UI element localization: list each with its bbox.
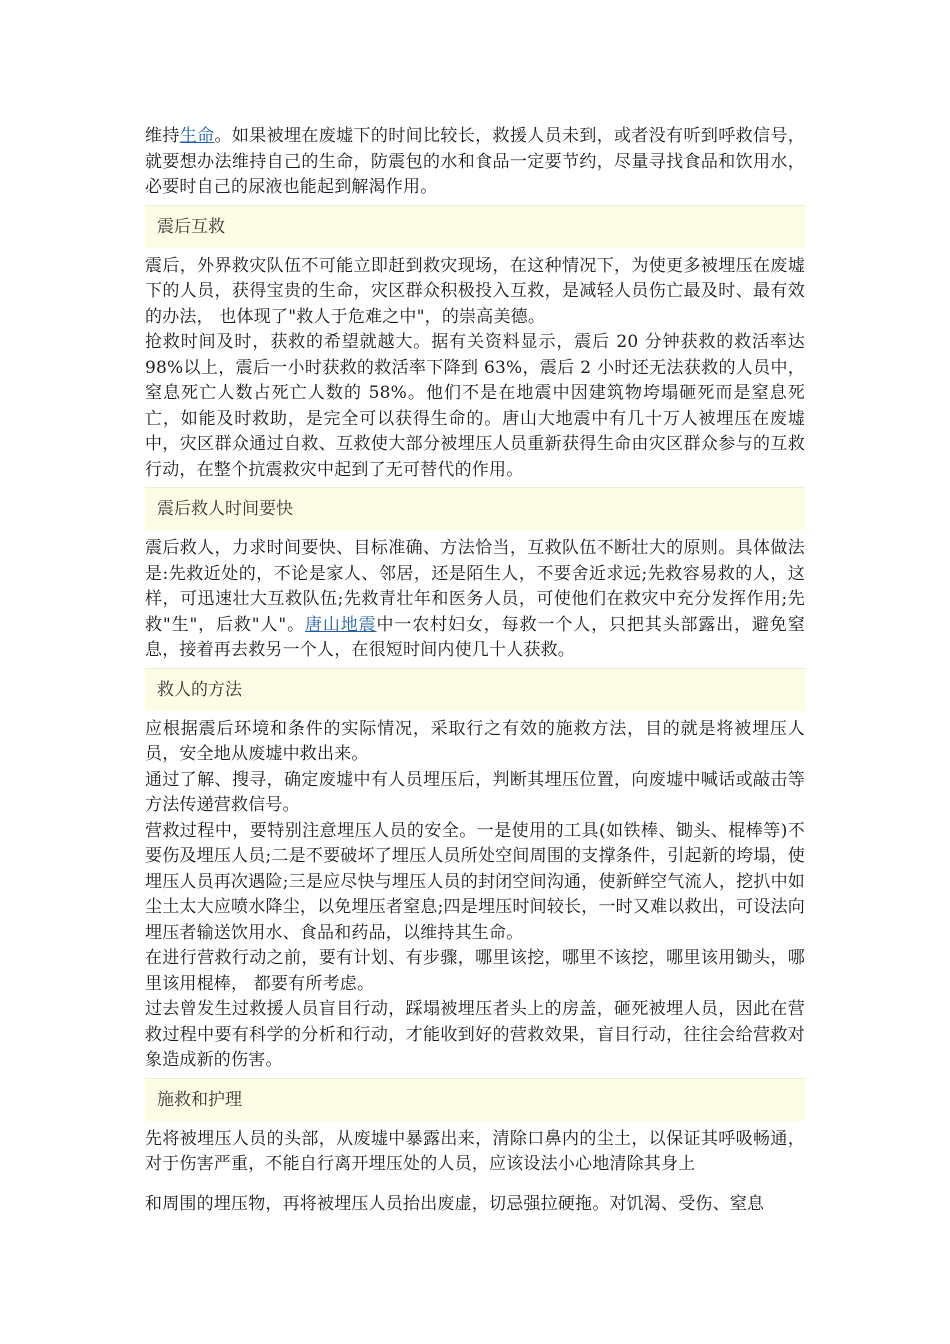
paragraph: 在进行营救行动之前，要有计划、有步骤，哪里该挖，哪里不该挖，哪里该用锄头，哪里该用棍棒， 都要有所考虑。 — [145, 948, 805, 994]
paragraph — [145, 124, 805, 201]
link-tangshan-earthquake[interactable]: 唐山地震 — [304, 614, 377, 635]
section-heading-mutual-rescue: 震后互救 — [145, 205, 805, 248]
paragraph: 过去曾发生过救援人员盲目行动，踩塌被埋压者头上的房盖，砸死被埋人员，因此在营救过程中要有科学的分析和行动，才能收到好的营救效果，盲目行动，往往会给营救对象造成新的伤害。 — [145, 999, 805, 1070]
paragraph: 抢救时间及时，获救的希望就越大。据有关资料显示，震后 20 分钟获救的救活率达 98%以上，震后一小时获救的救活率下降到 63%，震后 2 小时还无法获救的人员中，窒息死亡人数占死亡人数的 58%。他们不是在地震中因建筑物垮塌砸死而是窒息死亡，如能及时救助，是完全可以获得生命的。唐山大地震中有几十万人被埋压在废墟中，灾区群众通过自救、互救使大部分被埋压人员重新获得生命由灾区群众参与的互救行动，在整个抗震救灾中起到了无可替代的作用。 — [145, 332, 805, 480]
article-body — [145, 124, 805, 1217]
paragraph — [145, 536, 805, 664]
link-life[interactable]: 生命 — [179, 126, 215, 146]
text: 维持 — [145, 126, 180, 146]
section-heading-aid-and-care: 施救和护理 — [145, 1078, 805, 1121]
text: 震后救人，力求时间要快、目标准确、方法恰当，互救队伍不断壮大的原则。具体做法是:先救近处的，不论是家人、邻居，还是陌生人，不要舍近求远;先救容易救的人，这样，可迅速壮大互救队伍;先救青壮年和医务人员，可使他们在救灾中充分发挥作用;先救"生"，后救"人"。 — [145, 538, 805, 635]
paragraph: 营救过程中，要特别注意埋压人员的安全。一是使用的工具(如铁棒、锄头、棍棒等)不要伤及埋压人员;二是不要破坏了埋压人员所处空间周围的支撑条件，引起新的垮塌，使埋压人员再次遇险;三是应尽快与埋压人员的封闭空间沟通，使新鲜空气流人，挖扒中如尘土太大应喷水降尘，以免埋压者窒息;四是埋压时间较长，一时又难以救出，可设法向埋压者输送饮用水、食品和药品，以维持其生命。 — [145, 820, 805, 943]
paragraph: 通过了解、搜寻，确定废墟中有人员埋压后，判断其埋压位置，向废墟中喊话或敲击等方法传递营救信号。 — [145, 769, 805, 815]
paragraph: 先将被埋压人员的头部，从废墟中暴露出来，清除口鼻内的尘土，以保证其呼吸畅通，对于伤害严重，不能自行离开埋压处的人员，应该设法小心地清除其身上 — [145, 1128, 805, 1174]
text: 中一农村妇女，每救一个人，只把其头部露出，避免窒息，接着再去救另一个人，在很短时间内使几十人获救。 — [145, 614, 805, 660]
section-heading-rescue-speed: 震后救人时间要快 — [145, 487, 805, 530]
paragraph: 和周围的埋压物，再将被埋压人员抬出废虚，切忌强拉硬拖。对饥渴、受伤、窒息 — [145, 1193, 765, 1214]
text: 。如果被埋在废墟下的时间比较长，救援人员未到，或者没有听到呼救信号，就要想办法维持自己的生命，防震包的水和食品一定要节约，尽量寻找食品和饮用水，必要时自己的尿液也能起到解渴作用。 — [145, 126, 805, 197]
section-heading-rescue-methods: 救人的方法 — [145, 668, 805, 711]
paragraph: 应根据震后环境和条件的实际情况，采取行之有效的施救方法，目的就是将被埋压人员，安全地从废墟中救出来。 — [145, 718, 805, 764]
paragraph: 震后，外界救灾队伍不可能立即赶到救灾现场，在这种情况下，为使更多被埋压在废墟下的人员，获得宝贵的生命，灾区群众积极投入互救，是减轻人员伤亡最及时、最有效的办法， 也体现了"救人于危难之中"，的崇高美德。 — [145, 255, 805, 327]
spacer — [145, 1178, 805, 1192]
